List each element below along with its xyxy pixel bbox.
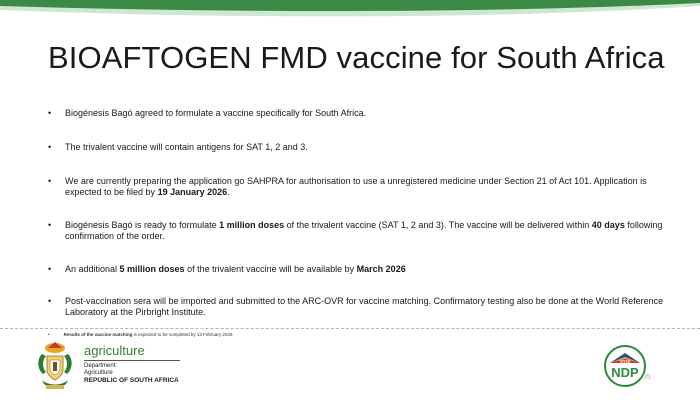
footnote-text: is expected to be completed by 13 February 2026. <box>132 332 234 337</box>
slide-title: BIOAFTOGEN FMD vaccine for South Africa <box>48 40 665 75</box>
country-name: REPUBLIC OF SOUTH AFRICA <box>84 377 179 384</box>
bullet-item <box>48 296 668 318</box>
footer-divider <box>0 328 700 329</box>
bullet-item <box>48 264 668 275</box>
bullet-text-part: of the trivalent vaccine will be available by <box>184 264 357 274</box>
bullet-text-part: following confirmation of the order. <box>65 220 663 241</box>
bullet-text-part: of the trivalent vaccine (SAT 1, 2 and 3). The vaccine will be delivered within <box>284 220 592 230</box>
bullet-dot: • <box>48 142 52 152</box>
department-sub: Agriculture <box>84 370 113 376</box>
bullet-text-part: We are currently preparing the application go SAHPRA for authorisation to use a unregistered medicine under Section 21 of Act 101. Application is expected to be filed by <box>65 176 647 197</box>
bullet-dot: • <box>48 176 52 186</box>
bullet-text-part: . <box>227 187 230 197</box>
bullet-text <box>65 220 668 242</box>
bullet-dot: • <box>48 332 50 337</box>
bullet-item <box>48 220 668 242</box>
bullet-item <box>48 176 668 198</box>
footnote-bold: Results of the vaccine matching <box>63 332 133 337</box>
bullet-dot: • <box>48 220 52 230</box>
page-number: 35 <box>643 374 651 381</box>
bullet-bold-quantity: 1 million doses <box>219 220 285 230</box>
bullet-text <box>65 142 668 153</box>
ndp-text: NDP <box>611 365 639 380</box>
bullet-dot: • <box>48 296 52 306</box>
bullet-text <box>65 296 668 318</box>
bullet-dot: • <box>48 108 52 118</box>
bullet-bold-quantity: 5 million doses <box>119 264 185 274</box>
footnote <box>48 332 234 338</box>
bullet-text <box>65 176 668 198</box>
ndp-logo-icon <box>604 345 646 387</box>
department-rule <box>84 360 180 361</box>
bullet-item <box>48 142 668 153</box>
bullet-text-part: Biogénesis Bagó is ready to formulate <box>65 220 220 230</box>
ndp-year: 2030 <box>619 360 631 366</box>
bullet-text <box>65 264 668 275</box>
bullet-text-part: Post-vaccination sera will be imported and submitted to the ARC-OVR for vaccine matching. Confirmatory testing also be done at the World Reference Laboratory at the Pirbright Institute. <box>65 296 664 317</box>
bullet-bold-date: March 2026 <box>356 264 406 274</box>
department-label: Department: <box>84 363 118 369</box>
bullet-dot: • <box>48 264 52 274</box>
bullet-item <box>48 108 668 119</box>
bullet-bold-date: 19 January 2026 <box>157 187 228 197</box>
department-name: agriculture <box>84 343 145 358</box>
bullet-bold-duration: 40 days <box>591 220 625 230</box>
header-band <box>0 0 700 24</box>
coat-of-arms-icon <box>34 340 76 392</box>
bullet-text-part: Biogénesis Bagó agreed to formulate a vaccine specifically for South Africa. <box>65 108 367 118</box>
department-branding <box>84 344 180 385</box>
bullet-text-part: The trivalent vaccine will contain antigens for SAT 1, 2 and 3. <box>65 142 308 152</box>
bullet-text <box>65 108 668 119</box>
bullet-text-part: An additional <box>65 264 120 274</box>
